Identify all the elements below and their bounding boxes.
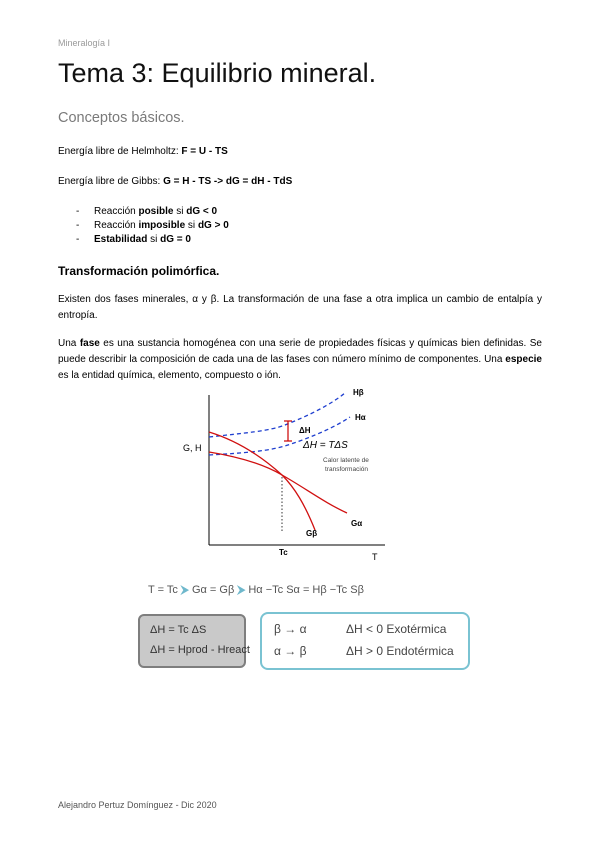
delta-h-label: ΔH (299, 426, 311, 435)
endothermic-label: ΔH > 0 Endotérmica (346, 644, 454, 658)
section-title: Transformación polimórfica. (58, 264, 220, 278)
delta-h-equation: ΔH = TΔS (303, 440, 348, 451)
helmholtz-line (58, 146, 228, 157)
gibbs-formula: G = H - TS -> dG = dH - TdS (163, 176, 293, 187)
gibbs-line (58, 176, 292, 187)
arrow-icon: ⮞ (237, 584, 246, 596)
enthalpy-line-1: ΔH = Tc ΔS (150, 624, 207, 636)
arrow-icon: ⮞ (180, 584, 189, 596)
page-header: Mineralogía I (58, 38, 111, 48)
bullet-possible: - Reacción posible si dG < 0 (76, 206, 218, 217)
paragraph-phases: Existen dos fases minerales, α y β. La transformación de una fase a otra implica un cambio de entalpía y entropía. (58, 294, 542, 321)
h-beta-label: Hβ (353, 388, 364, 397)
helmholtz-formula: F = U - TS (181, 146, 228, 157)
phase-diagram (175, 385, 395, 565)
h-alpha-label: Hα (355, 413, 366, 422)
page-title: Tema 3: Equilibrio mineral. (58, 58, 377, 88)
equilibrium-equations: T = Tc ⮞ Gα = Gβ ⮞ Hα −Tc Sα = Hβ −Tc Sβ (148, 584, 364, 596)
page-footer: Alejandro Pertuz Domínguez - Dic 2020 (58, 800, 217, 810)
tc-label: Tc (279, 548, 288, 557)
reaction-type-box (260, 612, 470, 670)
enthalpy-box (138, 614, 250, 668)
g-alpha-label: Gα (351, 519, 363, 528)
page-subtitle: Conceptos básicos. (58, 110, 185, 126)
x-axis-label: T (372, 552, 378, 562)
latent-heat-label-1: Calor latente de (323, 457, 369, 464)
bullet-impossible: - Reacción imposible si dG > 0 (76, 220, 229, 231)
bullet-stability: - Estabilidad si dG = 0 (76, 234, 191, 245)
y-axis-label: G, H (183, 443, 202, 453)
enthalpy-line-2: ΔH = Hprod - Hreact (150, 644, 250, 656)
exothermic-label: ΔH < 0 Exotérmica (346, 622, 447, 636)
reaction-beta-to-alpha: β → α (274, 622, 307, 636)
paragraph-definitions: Una fase es una sustancia homogénea con una serie de propiedades físicas y químicas bien definidas. Se puede describir la composición de cada una de las fases con número mínimo de componentes. Una especie es la entidad química, elemento, compuesto o ión. (58, 338, 542, 381)
g-beta-curve (209, 432, 315, 530)
helmholtz-label: Energía libre de Helmholtz: (58, 146, 182, 157)
gibbs-label: Energía libre de Gibbs: (58, 176, 164, 187)
latent-heat-label-2: transformación (325, 466, 368, 473)
reaction-alpha-to-beta: α → β (274, 644, 307, 658)
g-beta-label: Gβ (306, 529, 318, 538)
